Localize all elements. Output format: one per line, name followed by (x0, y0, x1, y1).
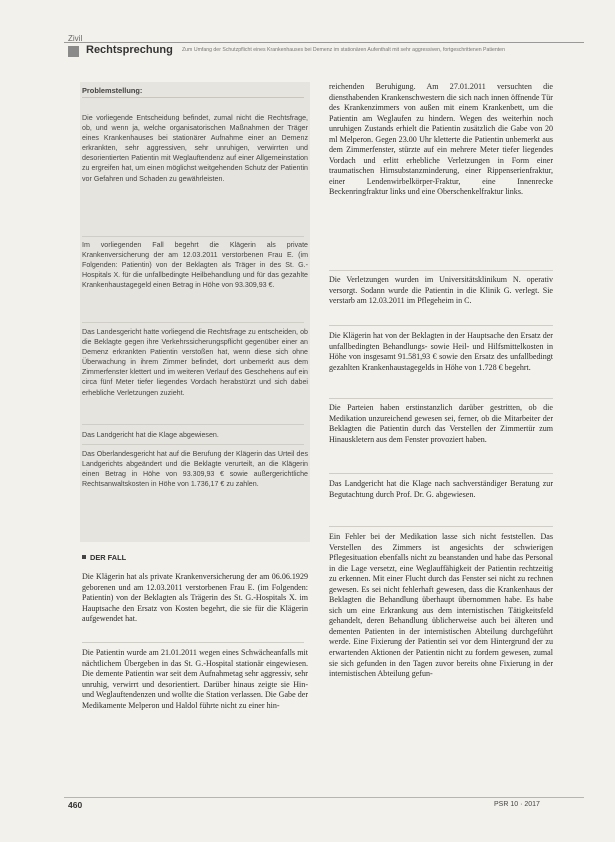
paragraph-divider (329, 473, 553, 474)
box-divider (82, 444, 304, 445)
box-paragraph-3: Das Landesgericht hatte vorliegend die Rechtsfrage zu entscheiden, ob die Beklagte gegen ihre Verkehrssicherungspflicht gegenüber einer an Demenz erkrankten Patientin verstoßen hat, wenn diese sich ohne Überwachung in ihrem Zimmer befindet, dort unbemerkt aus dem Zimmerfenster klettert und im weiteren Verlauf des Geschehens auf ein circa fünf Meter tiefer liegendes Vordach herabstürzt und sich dabei erhebliche Verletzungen zuzieht. (82, 328, 308, 397)
body-paragraph: Die Patientin wurde am 21.01.2011 wegen eines Schwächeanfalls mit nächtlichem Übergeben in das St. G.-Hospital stationär eingewiesen. Die demente Patientin war seit dem Aufnahmetag sehr aggressiv, sehr unruhig, verwirrt und desorientiert. Darüber hinaus zeigte sie Hin- und Weglauftendenzen und wollte die Station verlassen. Die Gabe der Medikamente Melperon und Haldol führte nicht zu einer hin- (82, 648, 308, 710)
box-divider (82, 424, 304, 425)
box-divider (82, 322, 304, 323)
section-heading-text: DER FALL (90, 553, 127, 562)
paragraph-divider (329, 398, 553, 399)
journal-reference: PSR 10 · 2017 (494, 801, 540, 808)
header-title: Rechtsprechung (86, 44, 173, 56)
footer-rule (64, 797, 584, 798)
body-paragraph: Die Klägerin hat als private Krankenversicherung der am 06.06.1929 geborenen und am 12.03.2011 verstorbenen Frau E. (im Folgenden: Patientin) von der Beklagten als Trägerin des St. G.-Hospitals X. im Hauptsache den Ersatz von Kosten begehrt, die sie für die Klägerin aufgewendet hat. (82, 572, 308, 624)
body-paragraph: Die Parteien haben erstinstanzlich darüber gestritten, ob die Medikation unzureichend gewesen sei, ferner, ob die Mitarbeiter der Beklagten die Patientin durch das Verstellen der Zimmertür zum Hinauskletern aus dem Fenster provoziert haben. (329, 403, 553, 444)
paragraph-divider (329, 270, 553, 271)
body-paragraph: Die Verletzungen wurden im Universitätsklinikum N. operativ versorgt. Sodann wurde die Patientin in die Klinik G. verlegt. Sie verstarb am 12.03.2011 im Pflegeheim in C. (329, 275, 553, 306)
box-paragraph-5: Das Oberlandesgericht hat auf die Berufung der Klägerin das Urteil des Landgerichts abgeändert und die Beklagte verurteilt, an die Klägerin einen Betrag in Höhe von 93.309,93 € sowie außergerichtliche Rechtsanwaltskosten in Höhe von 1.736,17 € zu zahlen. (82, 450, 308, 489)
box-paragraph-4: Das Landgericht hat die Klage abgewiesen. (82, 431, 219, 439)
square-bullet-icon (82, 555, 86, 559)
body-paragraph: Ein Fehler bei der Medikation lasse sich nicht feststellen. Das Verstellen des Zimmers ist angesichts der schwierigen Pflegesituation ebenfalls nicht zu beanstanden und habe das Personal in die Lage versetzt, eine Weglauffähigkeit der Patientin rechtzeitig zu erkennen. Mit einer Flucht durch das Fenster sei nicht zu rechnen gewesen. Es sei nicht fehlerhaft gewesen, dass die Krankenhaus der Beklagten die Behandlung überhaupt übernommen habe. Es habe sich um eine Erkrankung aus dem internistischen Tätigkeitsfeld gehandelt, deren Behandlung üblicherweise auch bei älteren und dementen Patienten in der internistischen Abteilung durchgeführt werde. Eine Fixierung der Patientin sei vor dem Hintergrund der zu erwartenden Aktionen der Patientin nicht zu fordern gewesen, zumal sie sich gefunden in den Tagen zuvor bereits ohne Fixierung in der internistischen Abteilung gefun- (329, 532, 553, 679)
body-paragraph: Die Klägerin hat von der Beklagten in der Hauptsache den Ersatz der unfallbedingten Behandlungs- sowie Heil- und Hilfsmittelkosten in Höhe von insgesamt 91.581,93 € sowie den Ersatz des unfallbedingt gezahlten Krankenhaustagegelds in Höhe von 1.728 € begehrt. (329, 331, 553, 372)
body-paragraph: Das Landgericht hat die Klage nach sachverständiger Beratung zur Begutachtung durch Prof. Dr. G. abgewiesen. (329, 479, 553, 499)
section-heading-fall (82, 553, 126, 562)
paragraph-divider (82, 642, 304, 643)
paragraph-divider (329, 526, 553, 527)
header-subtitle: Zum Umfang der Schutzpflicht eines Krankenhauses bei Demenz im stationären Aufenthalt mit sehr aggressiven, fortgeschrittenen Patienten (182, 47, 505, 53)
page-number: 460 (68, 800, 83, 810)
box-title-rule (82, 97, 304, 98)
paragraph-divider (329, 325, 553, 326)
box-paragraph-1: Die vorliegende Entscheidung befindet, zumal nicht die Rechtsfrage, ob, und wenn ja, welche organisatorischen Maßnahmen der Träger eines Krankenhauses bei stationärer Aufnahme einer an Demenz erkrankten, sehr aggressiven, sehr unruhigen, verwirrten und desorientierten Patientin mit Weglauftendenz auf einer Allgemeinstation zu ergreifen hat, um einen möglichst weitgehenden Schutz der Patientin vor Gefahren und Schaden zu gewährleisten. (82, 114, 308, 183)
section-tag: Zivil (68, 34, 83, 43)
body-paragraph: reichenden Beruhigung. Am 27.01.2011 versuchten die diensthabenden Krankenschwestern die sich nach innen öffnende Tür des Krankenzimmers von außen mit einem Krankenbett, um die Patientin am Weglaufen zu hindern. Wegen des weiterhin noch unruhigen Zustands erhielt die Patientin zusätzlich die Gabe von 20 ml Melperon. Gegen 23.00 Uhr kletterte die Patientin unbemerkt aus dem Zimmerfenster, stürzte auf ein mehrere Meter tiefer liegendes Vordach und erlitt erhebliche Verletzungen in Form einer traumatischen Hirnsubstanzminderung, einer Rippenserienfraktur, einer Lendenwirbelkörper-Fraktur, eine Innenrecke Beckenringfraktur links und eine Oberschenkelfraktur links. (329, 82, 553, 197)
page-header (64, 42, 584, 59)
header-square-icon (68, 46, 79, 57)
box-divider (82, 236, 304, 237)
box-paragraph-2: Im vorliegenden Fall begehrt die Klägerin als private Krankenversicherung der am 12.03.2011 verstorbenen Frau E. (im Folgenden: Patientin) von der Beklagten als Träger in des St. G.-Hospitals X. für die unfallbedingte Heilbehandlung und für das gezahlte Krankenhaustagegeld einen Betrag in Höhe von 93.309,93 €. (82, 241, 308, 290)
box-title: Problemstellung: (82, 86, 143, 95)
